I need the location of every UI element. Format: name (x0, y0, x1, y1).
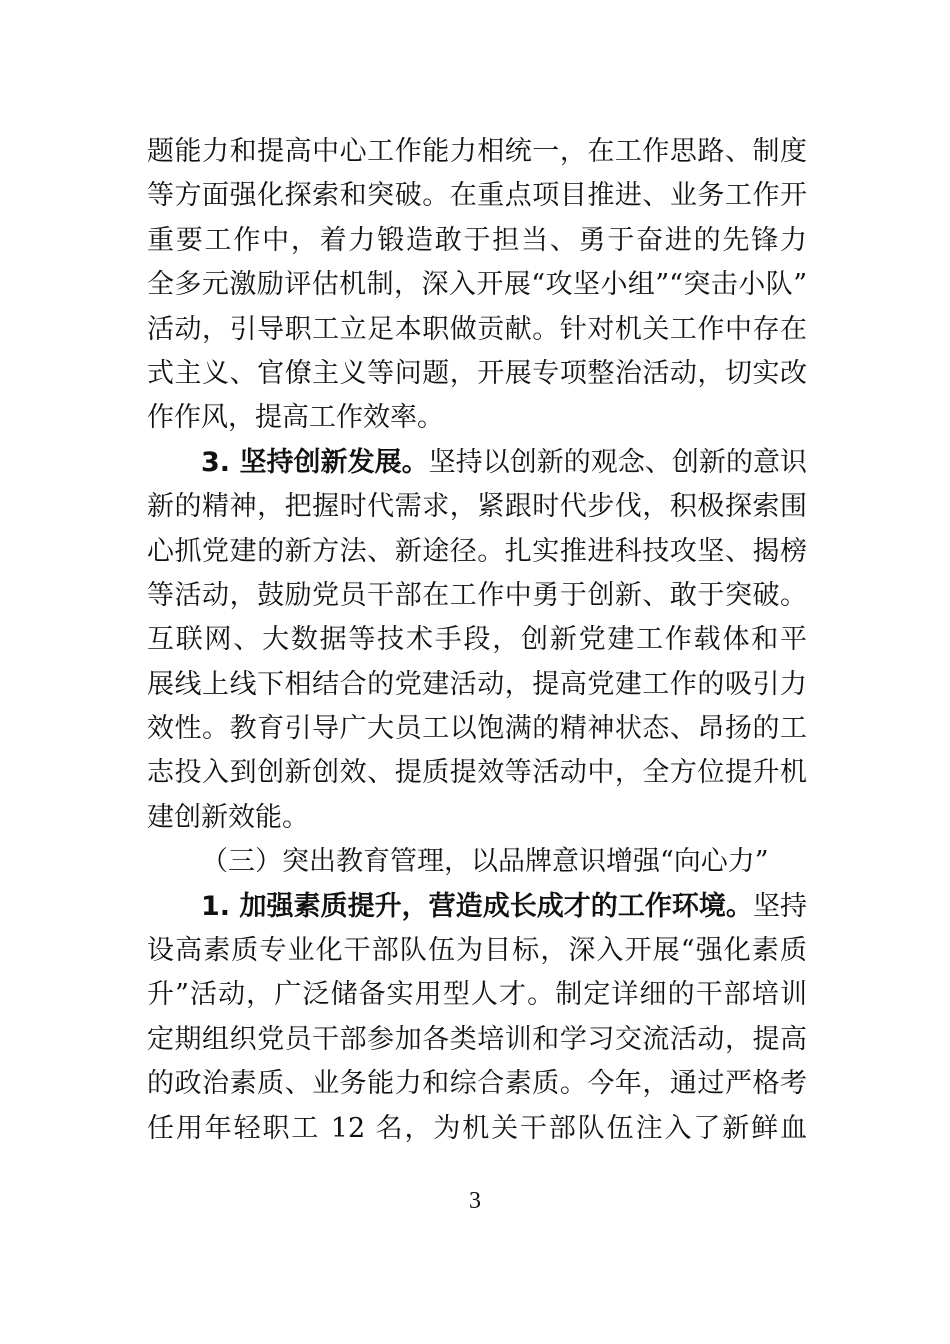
paragraph-line: 任用年轻职工 12 名，为机关干部队伍注入了新鲜血 (147, 1112, 807, 1144)
paragraph-line: 式主义、官僚主义等问题，开展专项整治活动，切实改 (147, 357, 807, 389)
section-heading: （三）突出教育管理，以品牌意识增强“向心力” (201, 846, 769, 878)
paragraph-line: 题能力和提高中心工作能力相统一，在工作思路、制度 (147, 136, 807, 167)
paragraph-line: 活动，引导职工立足本职做贡献。针对机关工作中存在 (147, 313, 807, 345)
body-text (147, 130, 807, 1151)
paragraph-line: 互联网、大数据等技术手段，创新党建工作载体和平 (147, 624, 807, 656)
item-1-heading: 1. 加强素质提升，营造成长成才的工作环境。 (201, 890, 753, 922)
paragraph-line: 作作风，提高工作效率。 (147, 402, 444, 434)
paragraph-line: 效性。教育引导广大员工以饱满的精神状态、昂扬的工 (147, 713, 807, 745)
paragraph-line: 建创新效能。 (147, 801, 309, 833)
paragraph-line: 定期组织党员干部参加各类培训和学习交流活动，提高 (147, 1023, 807, 1055)
paragraph-line: 心抓党建的新方法、新途径。扎实推进科技攻坚、揭榜 (147, 535, 807, 567)
paragraph-line: 等方面强化探索和突破。在重点项目推进、业务工作开 (147, 180, 807, 212)
paragraph-line: 的政治素质、业务能力和综合素质。今年，通过严格考 (147, 1068, 807, 1100)
paragraph-line: 升”活动，广泛储备实用型人才。制定详细的干部培训 (147, 979, 807, 1011)
paragraph-line: 等活动，鼓励党员干部在工作中勇于创新、敢于突破。 (147, 579, 807, 611)
item-1-first-text: 坚持 (752, 890, 807, 922)
item-3-heading: 3. 坚持创新发展。 (201, 446, 429, 478)
page-number: 3 (469, 1188, 481, 1214)
item-3-first-text: 坚持以创新的观念、创新的意识 (428, 446, 807, 478)
paragraph-line: 重要工作中，着力锻造敢于担当、勇于奋进的先锋力 (147, 224, 807, 256)
paragraph-line: 全多元激励评估机制，深入开展“攻坚小组”“突击小队” (147, 269, 807, 301)
item-1-first-line (147, 885, 807, 929)
paragraph-line: 展线上线下相结合的党建活动，提高党建工作的吸引力 (147, 668, 807, 700)
item-3-first-line (147, 441, 807, 485)
paragraph-line: 设高素质专业化干部队伍为目标，深入开展“强化素质 (147, 935, 807, 967)
paragraph-line: 志投入到创新创效、提质提效等活动中，全方位提升机 (147, 757, 807, 789)
paragraph-line: 新的精神，把握时代需求，紧跟时代步伐，积极探索围 (147, 491, 807, 523)
